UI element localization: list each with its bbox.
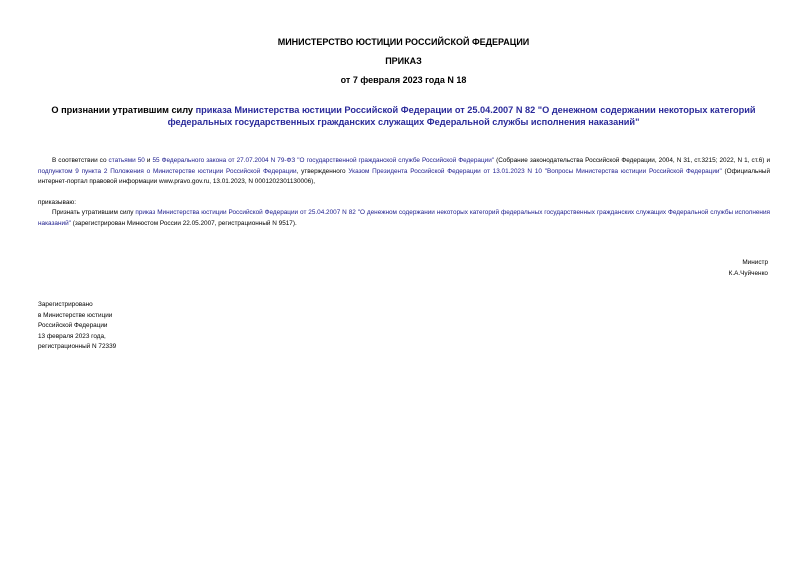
p1-text-6: , утвержденного bbox=[296, 167, 349, 175]
ministry-heading: МИНИСТЕРСТВО ЮСТИЦИИ РОССИЙСКОЙ ФЕДЕРАЦИИ bbox=[277, 37, 530, 47]
registration-line-4: 13 февраля 2023 года, bbox=[38, 332, 106, 340]
document-title bbox=[50, 104, 757, 128]
p1-text-1: В соответствии со bbox=[52, 157, 109, 164]
title-prefix: О признании утратившим силу bbox=[51, 105, 196, 115]
order-word: приказываю: bbox=[38, 199, 76, 206]
signature-position: Министр bbox=[742, 259, 768, 266]
link-article-50[interactable]: статьями 50 bbox=[108, 157, 145, 164]
registration-line-2: в Министерстве юстиции bbox=[38, 311, 113, 319]
preamble-paragraph bbox=[38, 156, 770, 188]
registration-line-5: регистрационный N 72339 bbox=[38, 343, 117, 350]
link-presidential-decree[interactable]: Указом Президента Российской Федерации от 13.01.2023 N 10 "Вопросы Министерства юстиции Российской Федерации" bbox=[348, 167, 722, 175]
p3-text-1: Признать утратившим силу bbox=[52, 209, 136, 216]
registration-block bbox=[38, 300, 116, 353]
signature-block bbox=[729, 258, 768, 279]
registration-line-1: Зарегистрировано bbox=[38, 301, 93, 308]
title-order-link[interactable]: приказа Министерства юстиции Российской Федерации от 25.04.2007 N 82 "О денежном содержании некоторых категорий федеральных государственных гражданских служащих Федеральной службы исполнения наказаний" bbox=[167, 105, 756, 127]
document-type: ПРИКАЗ bbox=[385, 56, 422, 66]
p1-text-7: (Официальный интернет-портал правовой информации www.pravo.gov.ru, 13.01.2023, N 0001202301130006), bbox=[38, 167, 771, 185]
link-subparagraph-9[interactable]: подпунктом 9 пункта 2 bbox=[38, 167, 108, 175]
link-order-82[interactable]: приказ Министерства юстиции Российской Федерации от 25.04.2007 N 82 "О денежном содержании некоторых категорий федеральных государственных гражданских служащих Федеральной службы исполнения наказаний" bbox=[38, 209, 770, 227]
p1-text-4: (Собрание законодательства Российской Федерации, 2004, N 31, ст.3215; 2022, N 1, ст.6) и bbox=[494, 157, 771, 164]
link-article-55[interactable]: 55 bbox=[152, 157, 160, 164]
order-paragraph bbox=[38, 208, 770, 229]
p3-text-2: (зарегистрирован Минюстом России 22.05.2007, регистрационный N 9517). bbox=[70, 219, 297, 227]
p1-text-2: и bbox=[144, 157, 153, 164]
signature-name: К.А.Чуйченко bbox=[728, 269, 768, 277]
registration-line-3: Российской Федерации bbox=[38, 322, 108, 329]
link-federal-law-79[interactable]: Федерального закона от 27.07.2004 N 79-ФЗ "О государственной гражданской службе Российской Федерации" bbox=[161, 157, 495, 164]
link-ministry-regulation[interactable]: Положения о Министерстве юстиции Российской Федерации bbox=[110, 167, 297, 175]
document-date-number: от 7 февраля 2023 года N 18 bbox=[340, 75, 467, 85]
